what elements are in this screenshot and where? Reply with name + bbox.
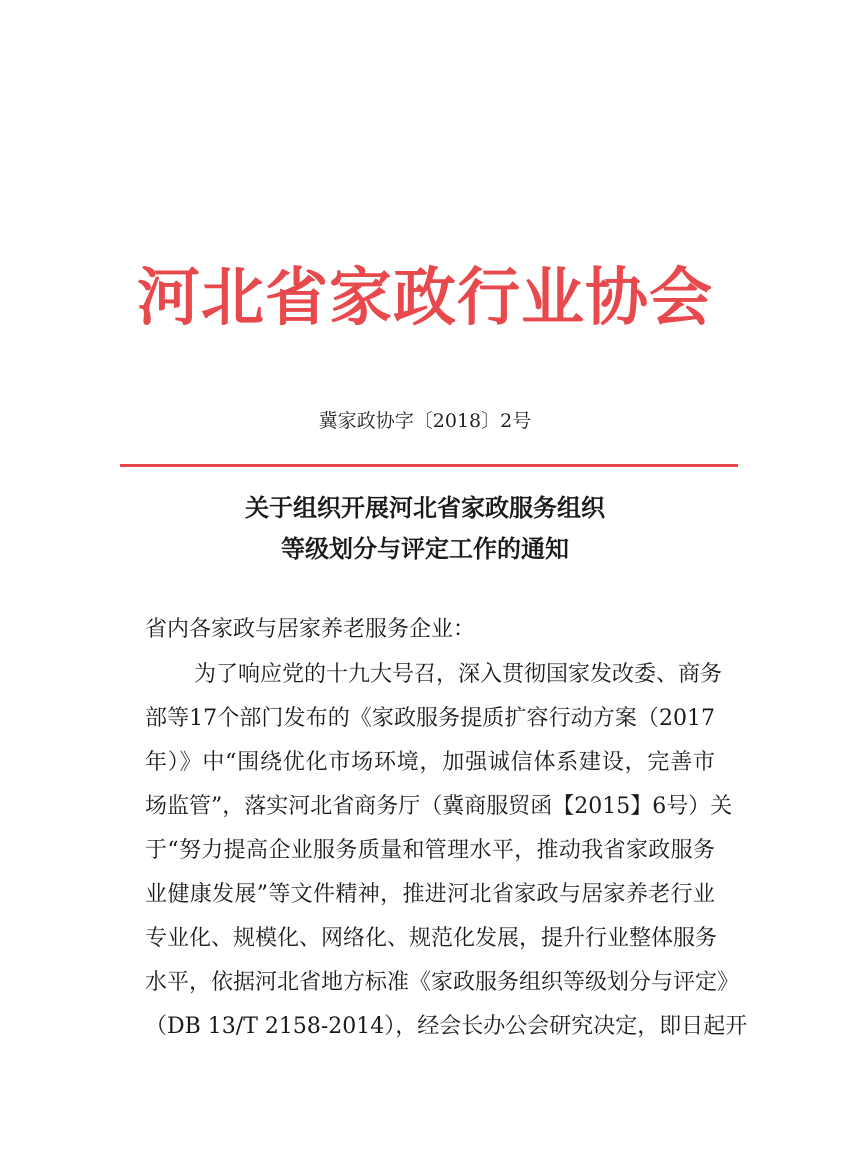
document-number: 冀家政协字〔2018〕2号 bbox=[318, 410, 532, 432]
body-paragraph-line: 于“努力提高企业服务质量和管理水平，推动我省家政服务 bbox=[145, 838, 715, 863]
notice-title bbox=[0, 487, 850, 569]
issuer-masthead: 河北省家政行业协会 bbox=[137, 260, 713, 334]
salutation: 省内各家政与居家养老服务企业： bbox=[145, 617, 476, 642]
body-paragraph-line: 业健康发展”等文件精神，推进河北省家政与居家养老行业 bbox=[145, 882, 715, 907]
body-paragraph-line: 年）》中“围绕优化市场环境，加强诚信体系建设，完善市 bbox=[145, 750, 715, 775]
notice-title-line: 等级划分与评定工作的通知 bbox=[281, 534, 569, 563]
notice-title-line: 关于组织开展河北省家政服务组织 bbox=[245, 493, 605, 522]
body-paragraph-line: 场监管”，落实河北省商务厅（冀商服贸函【2015】6号）关 bbox=[145, 794, 733, 819]
body-paragraph-line: （DB 13/T 2158-2014），经会长办公会研究决定，即日起开 bbox=[145, 1014, 748, 1039]
body-paragraph-line: 为了响应党的十九大号召，深入贯彻国家发改委、商务 bbox=[194, 662, 723, 687]
body-paragraph-line: 水平，依据河北省地方标准《家政服务组织等级划分与评定》 bbox=[145, 970, 740, 995]
body-paragraph-line: 专业化、规模化、网络化、规范化发展，提升行业整体服务 bbox=[145, 926, 718, 951]
body-paragraph-line: 部等17个部门发布的《家政服务提质扩容行动方案（2017 bbox=[145, 706, 715, 731]
red-divider-line bbox=[120, 464, 738, 467]
